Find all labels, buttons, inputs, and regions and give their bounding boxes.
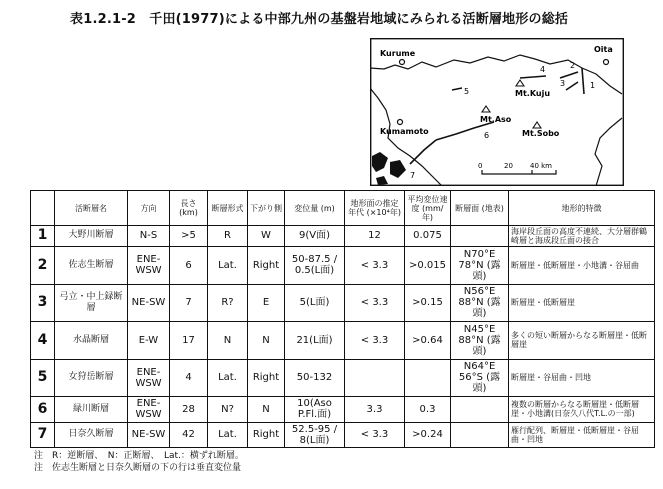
peak-marker-sobo — [533, 122, 541, 128]
fault-length: 17 — [170, 322, 208, 360]
map-fault-number: 2 — [570, 61, 576, 70]
map-label-sobo: Mt.Sobo — [522, 129, 560, 138]
table-row — [31, 284, 655, 322]
island — [372, 152, 388, 172]
slip-rate: 0.3 — [405, 397, 451, 422]
header-cell — [31, 191, 55, 226]
fault-type: N? — [208, 397, 248, 422]
surface-age: 3.3 — [345, 397, 405, 422]
downthrown-side: N — [248, 397, 285, 422]
fault-length: 7 — [170, 284, 208, 322]
slip-rate: 0.075 — [405, 226, 451, 247]
scale-label: 0 — [478, 162, 483, 170]
displacement: 50-132 — [285, 359, 345, 397]
fault-summary-table — [30, 190, 655, 448]
displacement: 10(Aso P.Fl.面) — [285, 397, 345, 422]
city-marker-kumamoto — [398, 120, 403, 125]
fault-plane — [451, 422, 509, 447]
table-row — [31, 422, 655, 447]
surface-age: < 3.3 — [345, 284, 405, 322]
scale-bar — [482, 170, 556, 174]
displacement: 5(L面) — [285, 284, 345, 322]
fault-direction: N-S — [128, 226, 170, 247]
fault-direction: E-W — [128, 322, 170, 360]
fault-direction: NE-SW — [128, 422, 170, 447]
map-fault-number: 5 — [464, 87, 470, 96]
topographic-feature: 雁行配列、断層崖・低断層崖・谷屈曲・凹地 — [509, 422, 655, 447]
fault-name: 佐志生断層 — [55, 246, 128, 284]
map-fault-number: 1 — [590, 81, 596, 90]
slip-rate — [405, 359, 451, 397]
fault-trace-3 — [566, 82, 578, 90]
header-cell: 平均変位速度 (mm/年) — [405, 191, 451, 226]
displacement: 9(Ⅴ面) — [285, 226, 345, 247]
row-number: 4 — [31, 322, 55, 360]
fault-name: 水晶断層 — [55, 322, 128, 360]
row-number: 7 — [31, 422, 55, 447]
topographic-feature: 海岸段丘面の高度不連続、大分層群鶴崎層と海成段丘面の接合 — [509, 226, 655, 247]
fault-name: 大野川断層 — [55, 226, 128, 247]
surface-age — [345, 359, 405, 397]
fault-length: >5 — [170, 226, 208, 247]
table-row — [31, 397, 655, 422]
page-title: 表1.2.1-2 千田(1977)による中部九州の基盤岩地域にみられる活断層地形の総括 — [70, 12, 569, 27]
displacement: 21(L面) — [285, 322, 345, 360]
table-row — [31, 226, 655, 247]
slip-rate: >0.64 — [405, 322, 451, 360]
map-label-kumamoto: Kumamoto — [380, 127, 429, 136]
row-number: 2 — [31, 246, 55, 284]
fault-name: 日奈久断層 — [55, 422, 128, 447]
fault-plane: N45°E 88°N (露頭) — [451, 322, 509, 360]
fault-length: 42 — [170, 422, 208, 447]
peak-marker-aso — [482, 106, 490, 112]
downthrown-side: N — [248, 322, 285, 360]
note-line: 注 佐志生断層と日奈久断層の下の行は垂直変位量 — [34, 463, 242, 473]
header-cell: 下がり側 — [248, 191, 285, 226]
fault-name: 弓立・中上録断層 — [55, 284, 128, 322]
topographic-feature: 複数の断層からなる断層崖・低断層崖・小地溝(日奈久八代T.L.の一部) — [509, 397, 655, 422]
fault-trace-5 — [452, 88, 462, 90]
fault-plane — [451, 397, 509, 422]
note-line: 注 R：逆断層、 N：正断層、 Lat.：横ずれ断層。 — [34, 451, 244, 461]
header-cell: 活断層名 — [55, 191, 128, 226]
map-fault-number: 3 — [560, 79, 566, 88]
fault-name: 女狩岳断層 — [55, 359, 128, 397]
surface-age: < 3.3 — [345, 422, 405, 447]
location-map — [370, 38, 624, 186]
fault-type: Lat. — [208, 359, 248, 397]
fault-type: Lat. — [208, 422, 248, 447]
fault-direction: ENE-WSW — [128, 246, 170, 284]
header-cell: 長さ (km) — [170, 191, 208, 226]
map-label-oita: Oita — [594, 45, 613, 54]
slip-rate: >0.15 — [405, 284, 451, 322]
scale-label: 40 km — [530, 162, 553, 170]
island — [376, 176, 388, 185]
topographic-feature: 断層崖・低断層崖・小地溝・谷屈曲 — [509, 246, 655, 284]
table-row — [31, 246, 655, 284]
fault-type: N — [208, 322, 248, 360]
map-fault-number: 7 — [410, 171, 416, 180]
downthrown-side: Right — [248, 422, 285, 447]
fault-plane: N70°E 78°N (露頭) — [451, 246, 509, 284]
fault-trace-4 — [520, 76, 546, 78]
row-number: 3 — [31, 284, 55, 322]
topographic-feature: 断層崖・低断層崖 — [509, 284, 655, 322]
row-number: 6 — [31, 397, 55, 422]
row-number: 5 — [31, 359, 55, 397]
slip-rate: >0.24 — [405, 422, 451, 447]
fault-direction: ENE-WSW — [128, 397, 170, 422]
fault-length: 4 — [170, 359, 208, 397]
table-row — [31, 322, 655, 360]
table-header-row — [31, 191, 655, 226]
coastline-east — [595, 118, 622, 186]
header-cell: 断層面 (地表) — [451, 191, 509, 226]
table-notes — [34, 450, 244, 474]
table-row — [31, 359, 655, 397]
fault-plane: N56°E 88°N (露頭) — [451, 284, 509, 322]
map-label-kurume: Kurume — [380, 49, 416, 58]
row-number: 1 — [31, 226, 55, 247]
fault-plane: N64°E 56°S (露頭) — [451, 359, 509, 397]
fault-trace-7 — [410, 140, 436, 164]
fault-direction: NE-SW — [128, 284, 170, 322]
downthrown-side: W — [248, 226, 285, 247]
downthrown-side: Right — [248, 359, 285, 397]
surface-age: 12 — [345, 226, 405, 247]
fault-trace-2 — [560, 72, 578, 78]
fault-trace-1 — [582, 68, 584, 94]
map-frame — [371, 39, 624, 186]
downthrown-side: E — [248, 284, 285, 322]
peak-marker-kuju — [516, 80, 524, 86]
fault-type: Lat. — [208, 246, 248, 284]
scale-label: 20 — [504, 162, 513, 170]
city-marker-kurume — [400, 60, 405, 65]
map-fault-number: 4 — [540, 65, 546, 74]
header-cell: 断層形式 — [208, 191, 248, 226]
fault-type: R? — [208, 284, 248, 322]
map-fault-number: 6 — [484, 131, 490, 140]
displacement: 52.5-95 / 8(L面) — [285, 422, 345, 447]
fault-name: 緑川断層 — [55, 397, 128, 422]
coastline-west — [370, 88, 442, 186]
fault-direction: ENE-WSW — [128, 359, 170, 397]
header-cell: 変位量 (m) — [285, 191, 345, 226]
fault-length: 6 — [170, 246, 208, 284]
topographic-feature: 多くの短い断層からなる断層崖・低断層崖 — [509, 322, 655, 360]
city-marker-oita — [604, 60, 609, 65]
downthrown-side: Right — [248, 246, 285, 284]
island — [390, 160, 406, 178]
fault-length: 28 — [170, 397, 208, 422]
surface-age: < 3.3 — [345, 322, 405, 360]
map-label-kuju: Mt.Kuju — [515, 89, 551, 98]
topographic-feature: 断層崖・谷屈曲・凹地 — [509, 359, 655, 397]
displacement: 50-87.5 / 0.5(L面) — [285, 246, 345, 284]
header-cell: 地形的特徴 — [509, 191, 655, 226]
map-label-aso: Mt.Aso — [480, 115, 512, 124]
header-cell: 方向 — [128, 191, 170, 226]
surface-age: < 3.3 — [345, 246, 405, 284]
fault-plane — [451, 226, 509, 247]
header-cell: 地形面の推定年代 (×10⁴年) — [345, 191, 405, 226]
fault-type: R — [208, 226, 248, 247]
slip-rate: >0.015 — [405, 246, 451, 284]
